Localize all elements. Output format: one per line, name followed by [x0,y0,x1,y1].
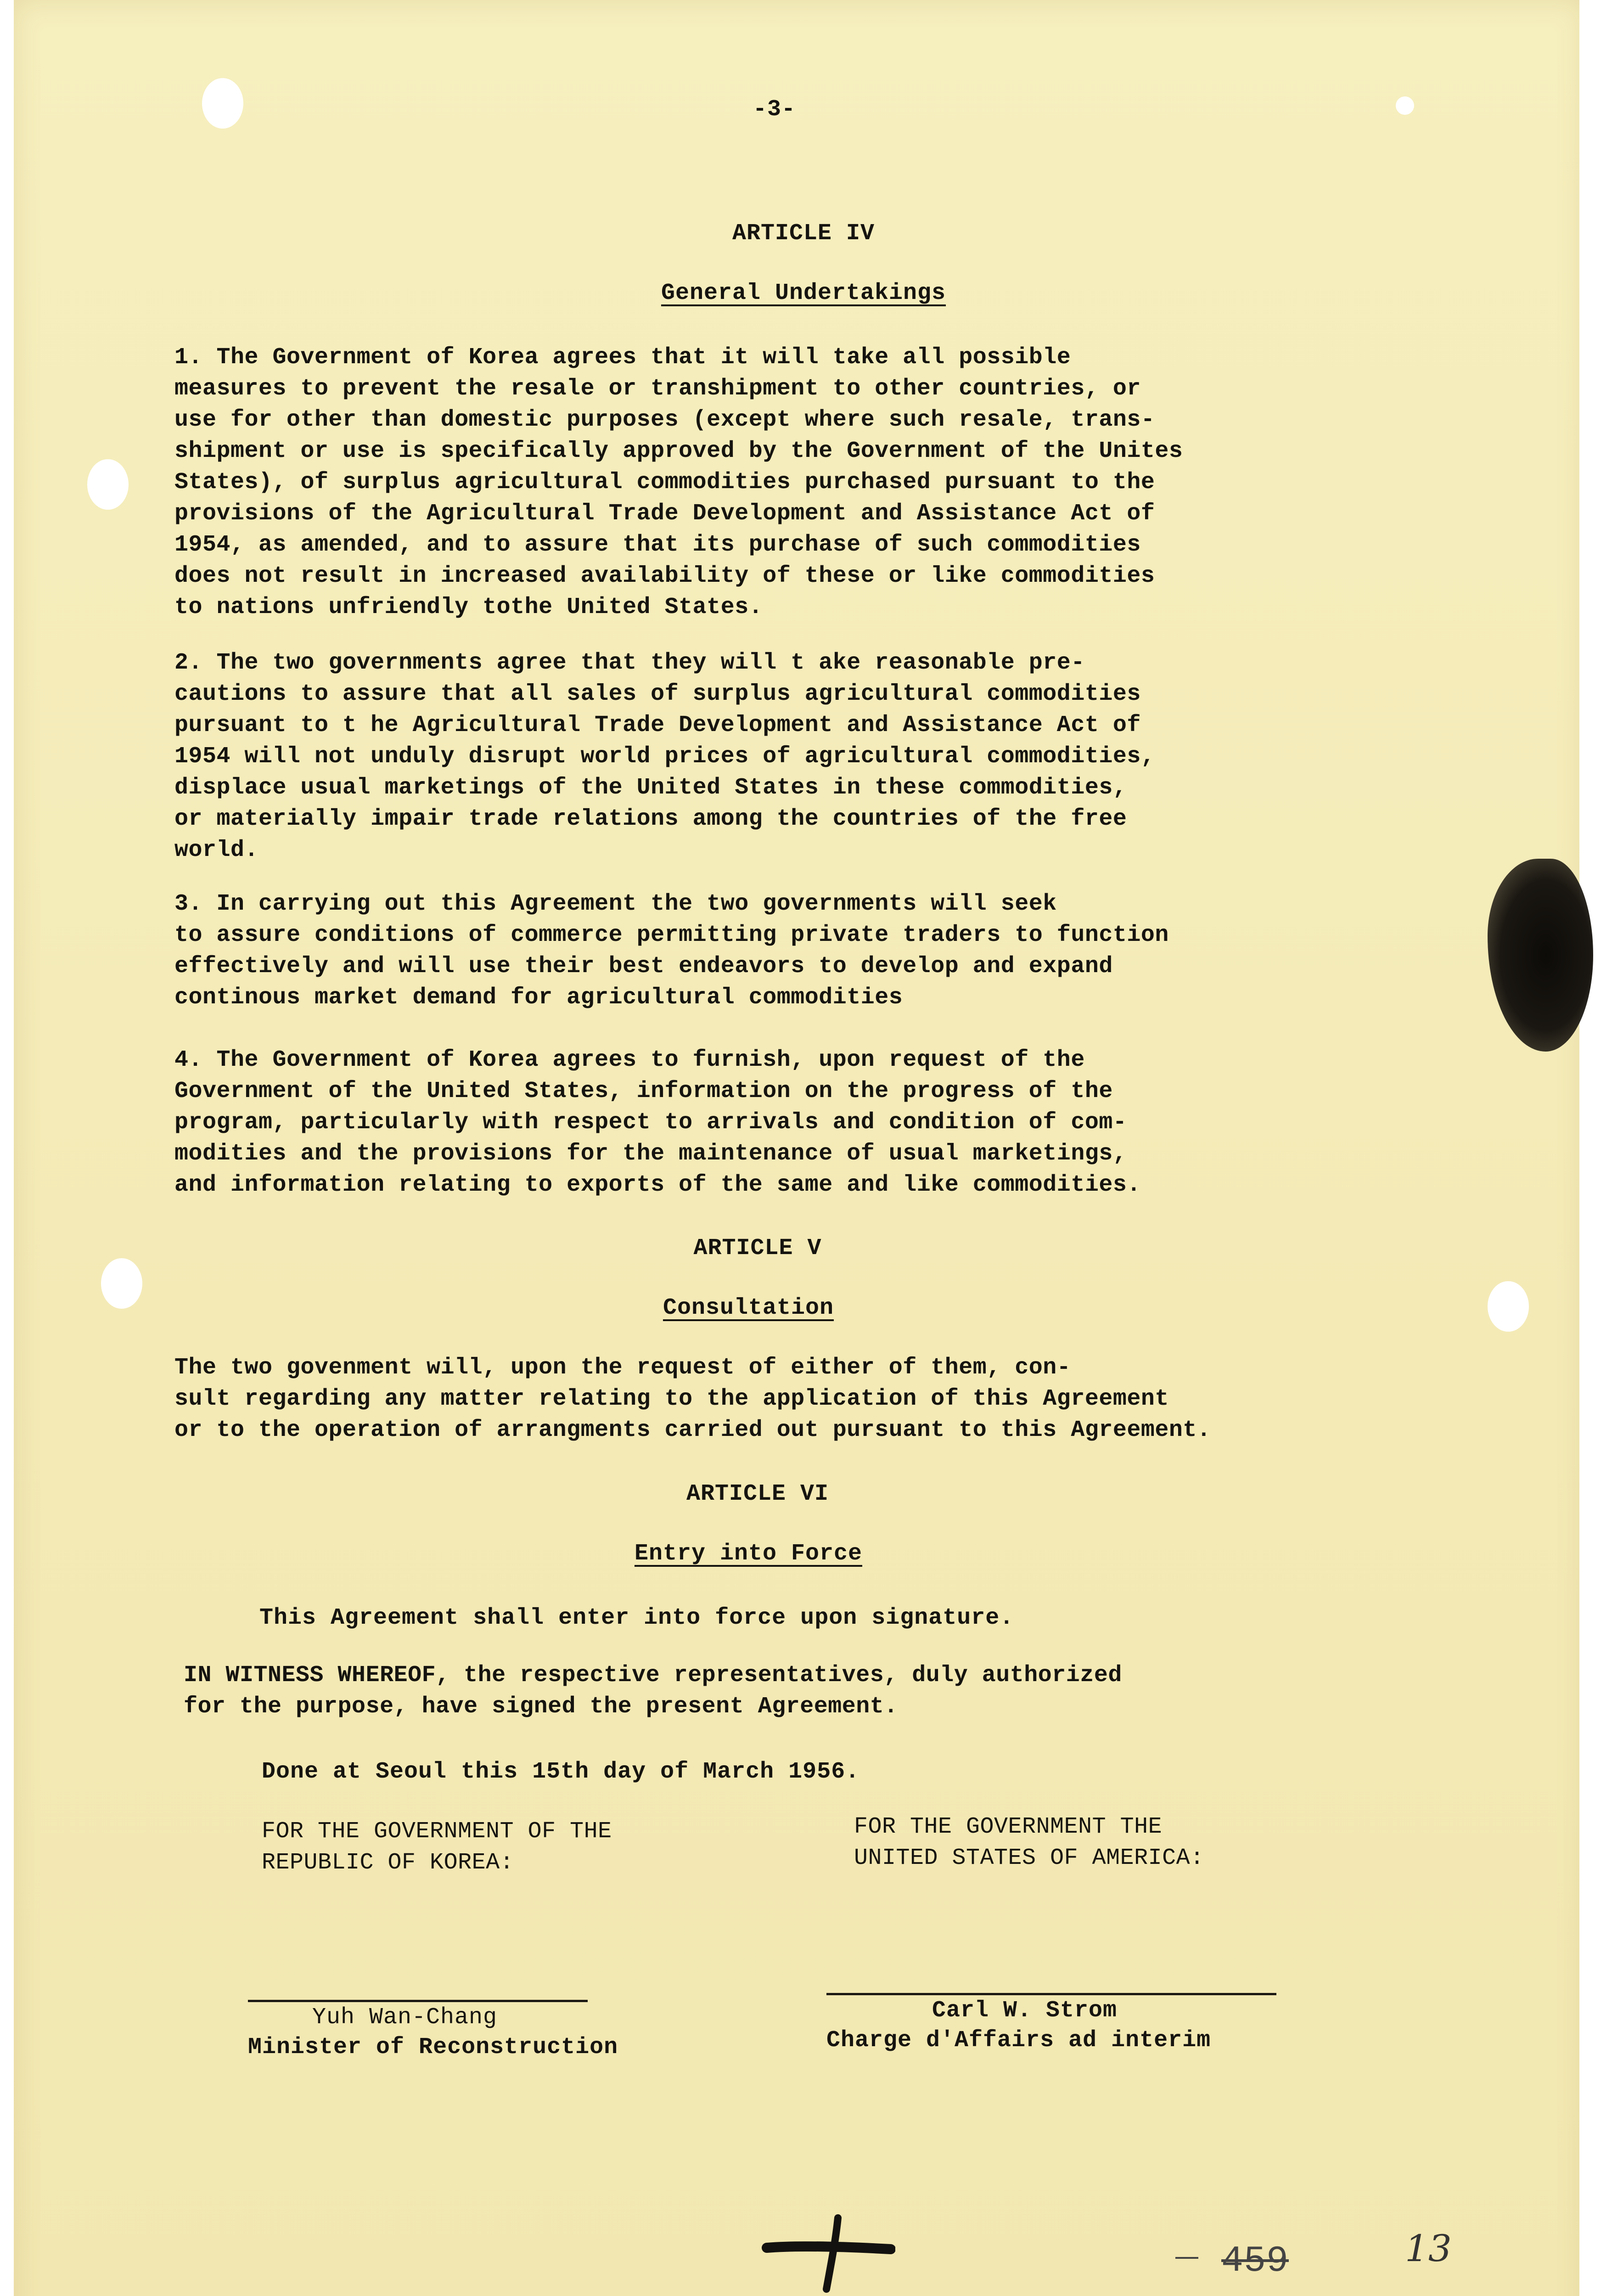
handwritten-page-mark: 13 [1405,2227,1452,2270]
us-signature-header: FOR THE GOVERNMENT THE UNITED STATES OF AMERICA: [854,1814,1204,1871]
article-iv-paragraph-1: 1. The Government of Korea agrees that it will take all possible measures to prevent the resale or transhipment to other countries, or use for other than domestic purposes (except where such resale, trans- shipment or use is specifically approved by the Government of the Unites States), of surplus agricultural commodities purchased pursuant to the provisions of the Agricultural Trade Development and Assistance Act of 1954, as amended, and to assure that its purchase of such commodities does not result in increased availability of these or like commodities to nations unfriendly tothe United States. [174,344,1183,620]
punch-hole [87,459,129,510]
us-signatory-title: Charge d'Affairs ad interim [826,2027,1211,2054]
page-edge [1579,0,1612,2296]
punch-hole [1396,96,1414,115]
article-iv-paragraph-4: 4. The Government of Korea agrees to furnish, upon request of the Government of the United States, information on the progress of the program, particularly with respect to arrivals and condition of com- modities and the provisions for the maintenance of usual marketings, and information relating to exports of the same and like commodities. [174,1047,1141,1198]
korea-signatory-title: Minister of Reconstruction [248,2034,618,2060]
punch-hole [202,78,243,129]
article-v-heading: ARTICLE V [693,1235,822,1261]
korea-signature-header: FOR THE GOVERNMENT OF THE REPUBLIC OF KOREA: [262,1818,612,1876]
article-iv-paragraph-3: 3. In carrying out this Agreement the two governments will seek to assure conditions of commerce permitting private traders to function effectively and will use their best endeavors to develop and expand continous market demand for agricultural commodities [174,891,1169,1011]
article-iv-heading: ARTICLE IV [732,220,875,247]
witness-clause: IN WITNESS WHEREOF, the respective representatives, duly authorized for the purpose, have signed the present Agreement. [184,1662,1122,1720]
article-iv-subheading: General Undertakings [661,280,946,306]
handwritten-cross-mark [758,2204,895,2296]
article-vi-subheading: Entry into Force [634,1541,863,1567]
entry-into-force-text: This Agreement shall enter into force upon signature. [259,1605,1014,1631]
footer-dash [1175,2257,1198,2259]
article-v-paragraph: The two govenment will, upon the request of either of them, con- sult regarding any matter relating to the application of this Agreement or to the operation of arrangments carried out pursuant to this Agreement. [174,1355,1211,1443]
korea-signatory-name: Yuh Wan-Chang [312,2004,498,2031]
article-iv-paragraph-2: 2. The two governments agree that they will t ake reasonable pre- cautions to assure that all sales of surplus agricultural commodities pursuant to t he Agricultural Trade Development and Assistance Act of 1954 will not unduly disrupt world prices of agricultural commodities, displace usual marketings of the United States in these commodities, or materially impair trade relations among the countries of the free world. [174,650,1155,863]
punch-hole [101,1258,142,1309]
page-number: -3- [753,96,796,123]
punch-hole [1488,1281,1529,1332]
article-v-subheading: Consultation [663,1295,834,1321]
article-vi-heading: ARTICLE VI [686,1481,829,1507]
struck-file-number: 459 [1221,2240,1289,2282]
us-signatory-name: Carl W. Strom [932,1998,1118,2024]
done-at-seoul: Done at Seoul this 15th day of March 1956. [262,1759,860,1785]
